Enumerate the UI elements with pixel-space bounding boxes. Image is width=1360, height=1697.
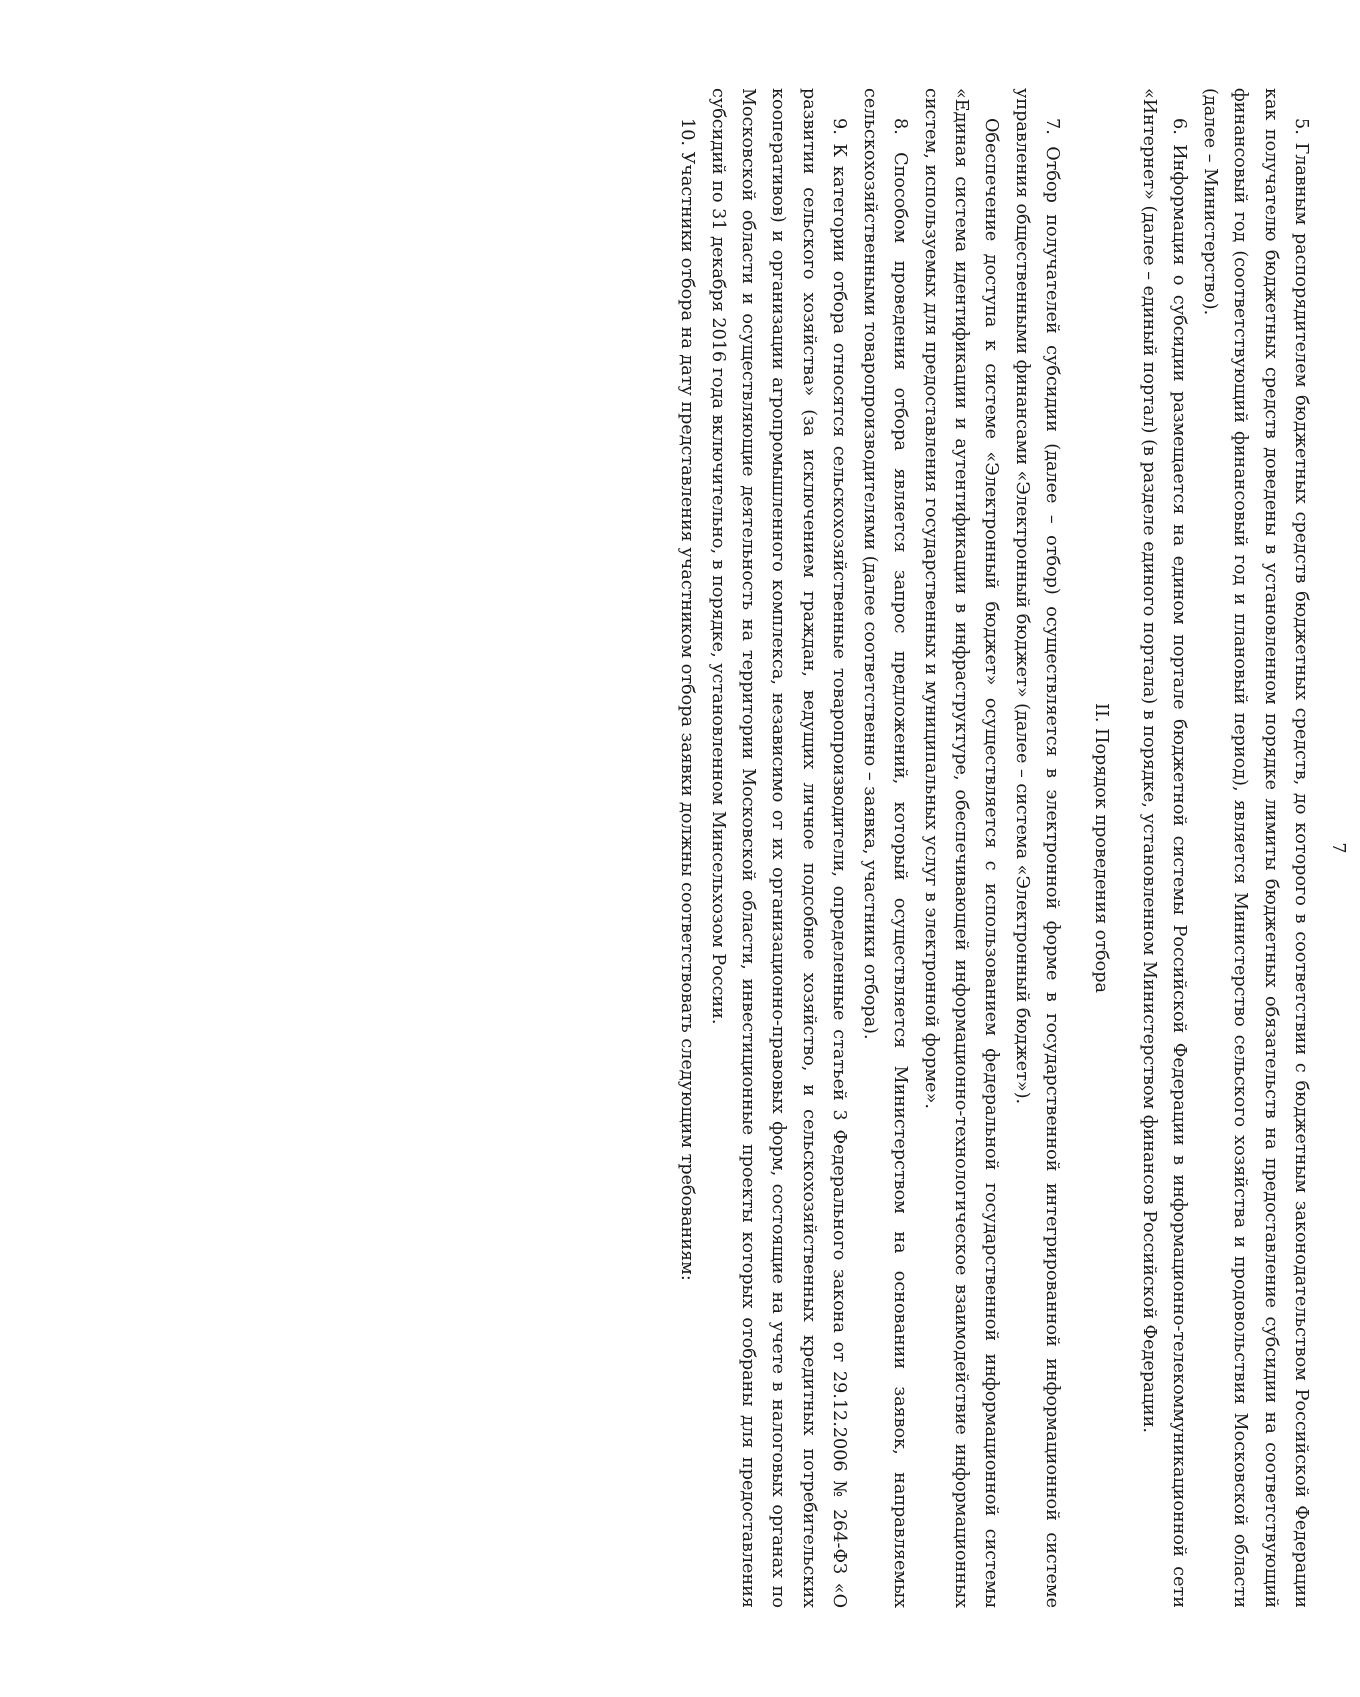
- page-number: 7: [1328, 842, 1348, 854]
- paragraph-9: 9. К категории отбора относятся сельскохозяйственные товаропроизводители, определенные статьей 3 Федерального закона от 29.12.2006 № 264-ФЗ «О развитии сельского хозяйства» (за исключением граждан, ведущих личное подсобное хозяйство, и сельскохозяйственных кредитных потребительских кооперативов) и организации агропромышленного комплекса, независимо от их организационно-правовых форм, состоящие на учете в налоговых органах по Московской области и осуществляющие деятельность на территории Московской области, инвестиционные проекты которых отобраны для предоставления субсидий по 31 декабря 2016 года включительно, в порядке, установленном Минсельхозом России.: [707, 88, 850, 1608]
- paragraph-5: 5. Главным распорядителем бюджетных средств бюджетных средств, до которого в соответствии с бюджетным законодательством Российской Федерации как получателю бюджетных средств доведены в установленном порядке лимиты бюджетных обязательств на предоставление субсидии на соответствующий финансовый год (соответствующий финансовый год и плановый период), является Министерство сельского хозяйства и продовольствия Московской области (далее – Министерство).: [1199, 88, 1311, 1608]
- section-heading: II. Порядок проведения отбора: [1090, 703, 1111, 993]
- rotated-document-body: [530, 88, 1360, 1608]
- paragraph-10: 10. Участники отбора на дату представления участником отбора заявки должны соответствовать следующим требованиям:: [677, 118, 698, 1281]
- paragraph-8: 8. Способом проведения отбора является запрос предложений, который осуществляется Министерством на основании заявок, направляемых сельскохозяйственными товаропроизводителями (далее соответственно – заявка, участники отбора).: [859, 88, 911, 1608]
- paragraph-7-access: Обеспечение доступа к системе «Электронный бюджет» осуществляется с использованием федеральной государственной информационной системы «Единая система идентификации и аутентификации в инфраструктуре, обеспечивающей информационно-технологическое взаимодействие информационных систем, используемых для предоставления государственных и муниципальных услуг в электронной форме».: [920, 88, 1002, 1608]
- paragraph-7: 7. Отбор получателей субсидии (далее – отбор) осуществляется в электронной форме в государственной интегрированной информационной системе управления общественными финансами «Электронный бюджет» (далее – система «Электронный бюджет»).: [1011, 88, 1063, 1608]
- paragraph-6: 6. Информация о субсидии размещается на едином портале бюджетной системы Российской Федерации в информационно-телекоммуникационной сети «Интернет» (далее – единый портал) (в разделе единого портала) в порядке, установленном Министерством финансов Российской Федерации.: [1138, 88, 1190, 1608]
